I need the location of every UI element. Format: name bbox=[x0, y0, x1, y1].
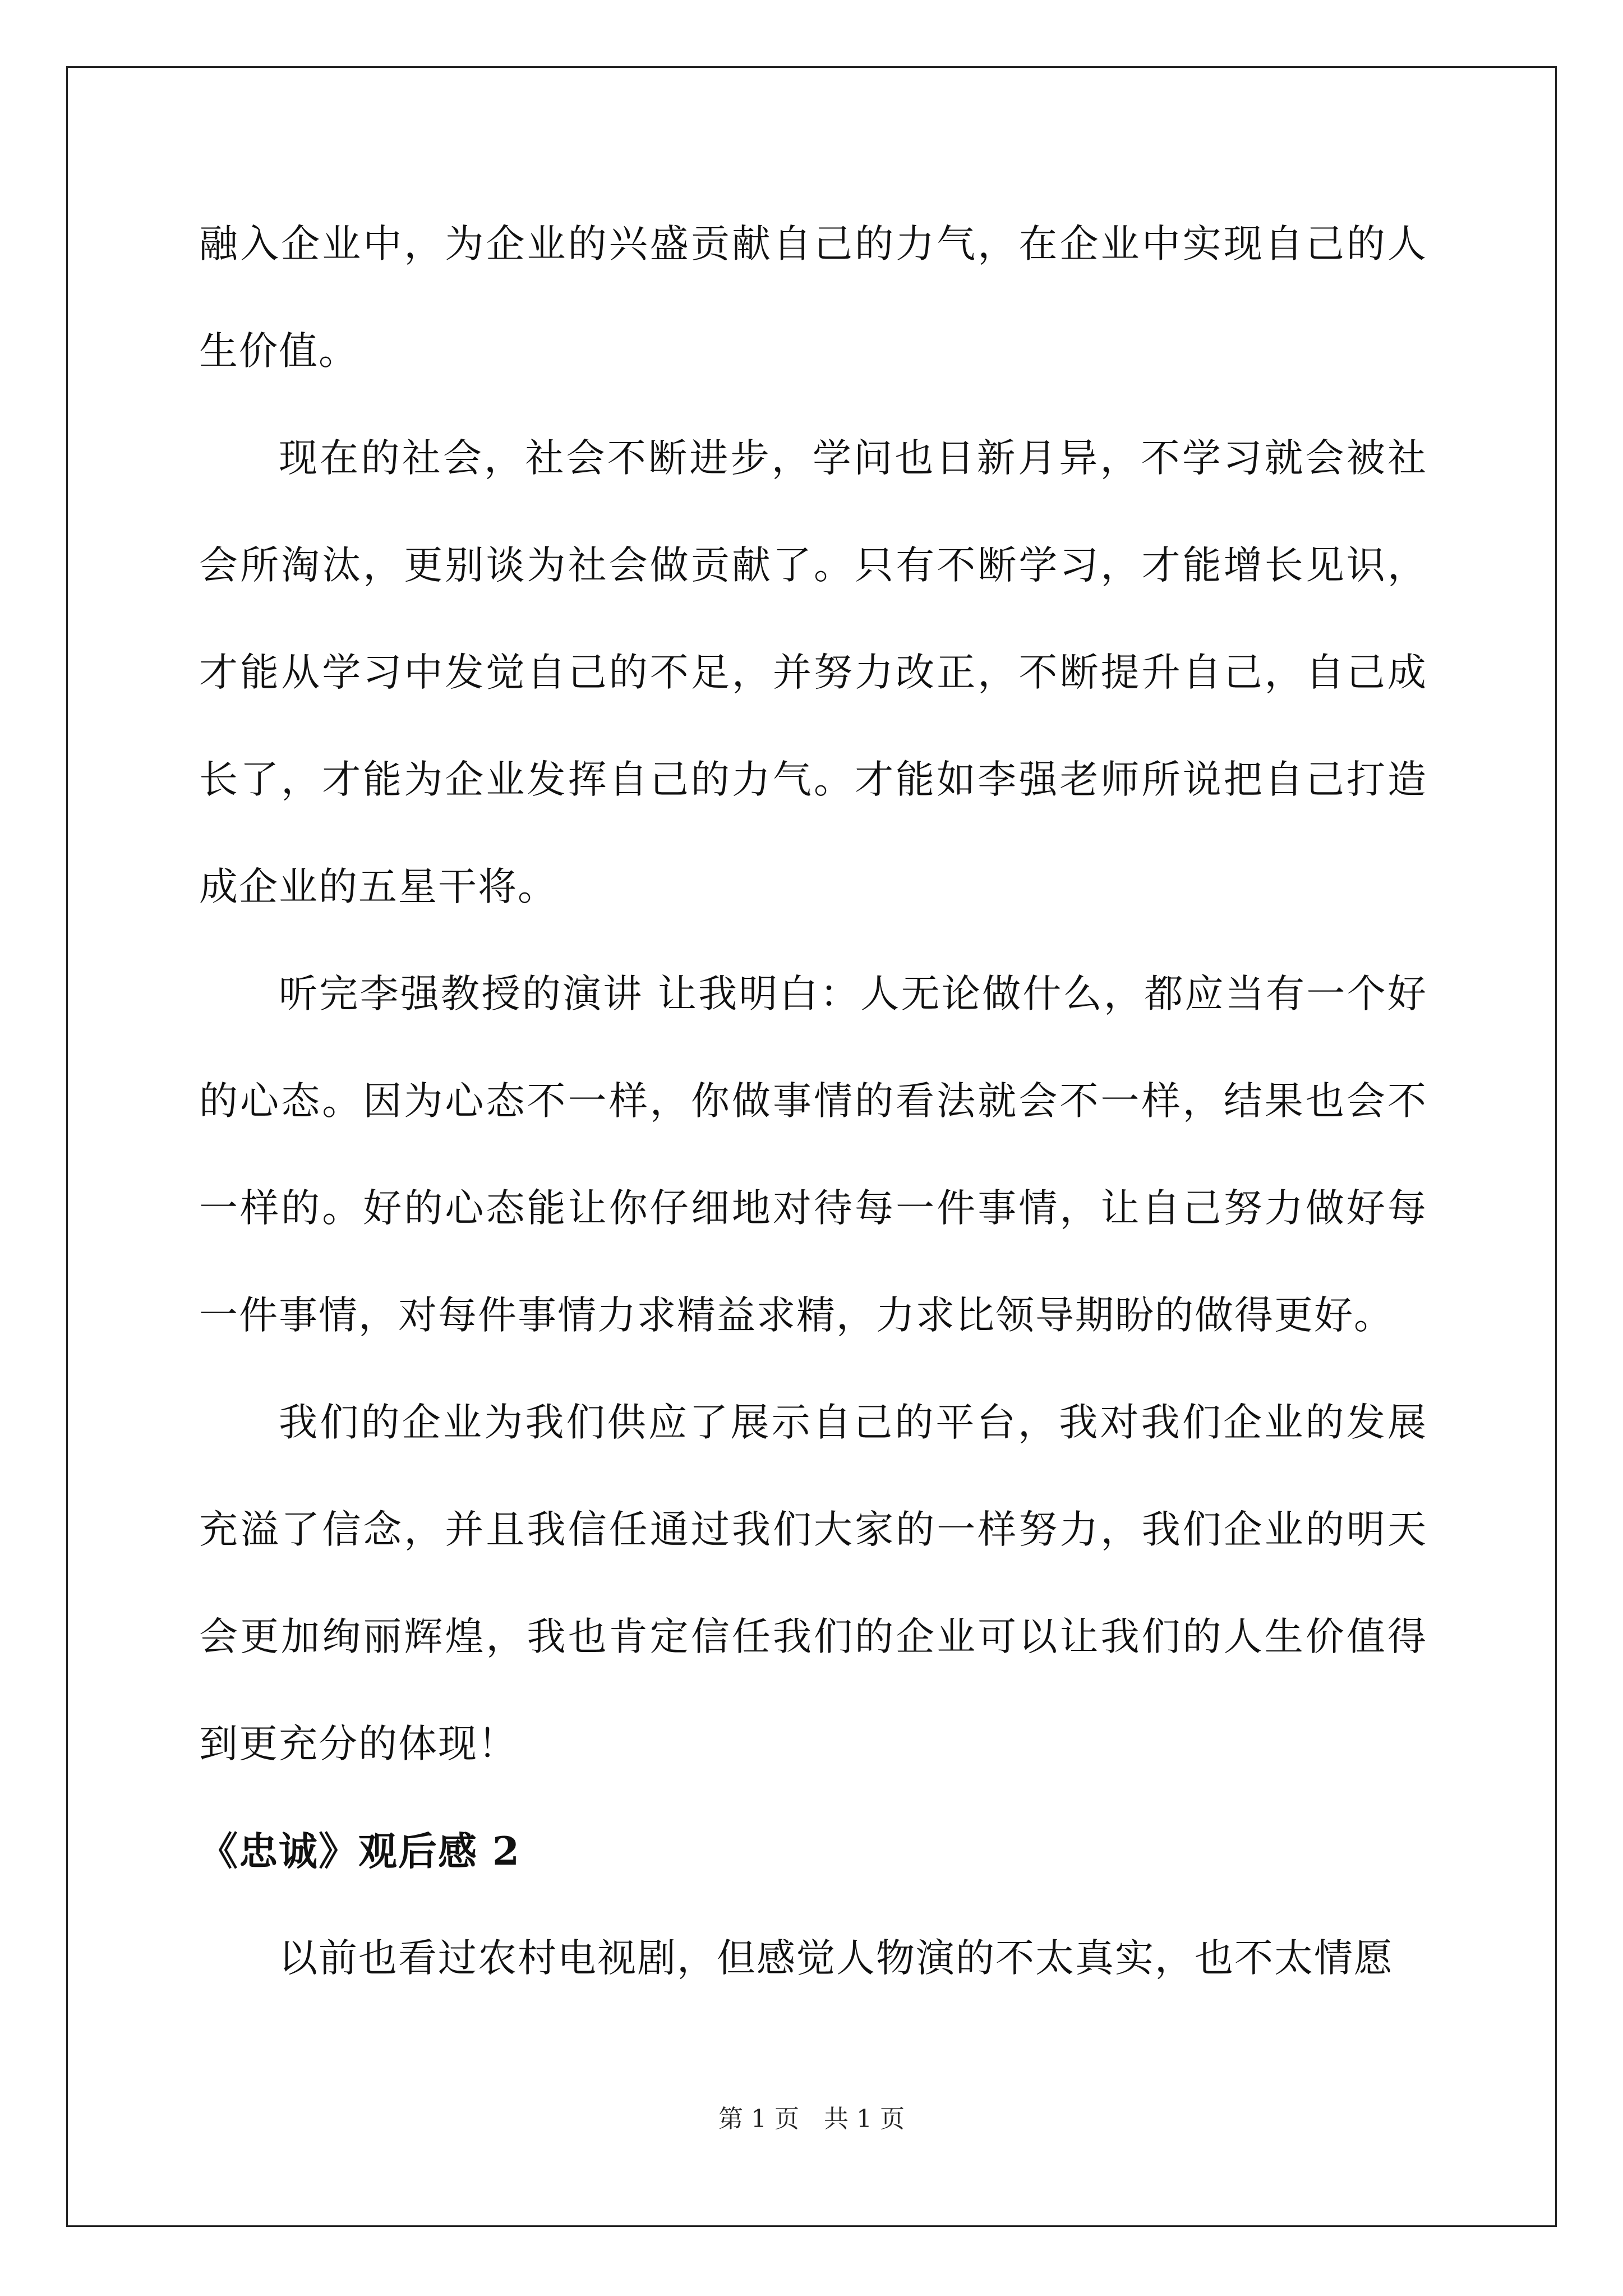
paragraph-3: 听完李强教授的演讲 让我明白：人无论做什么，都应当有一个好的心态。因为心态不一样，你做事情的看法就会不一样，结果也会不一样的。好的心态能让你仔细地对待每一件事情，让自己努力做好每一件事情，对每件事情力求精益求精，力求比领导期盼的做得更好。 bbox=[199, 972, 1427, 1338]
page-number-label: 第 1 页 共 1 页 bbox=[718, 2105, 905, 2133]
document-body bbox=[199, 191, 1427, 2012]
paragraph-4: 我们的企业为我们供应了展示自己的平台，我对我们企业的发展充溢了信念，并且我信任通过我们大家的一样努力，我们企业的明天会更加绚丽辉煌，我也肯定信任我们的企业可以让我们的人生价值得到更充分的体现！ bbox=[199, 1400, 1427, 1766]
paragraph-5: 以前也看过农村电视剧，但感觉人物演的不太真实，也不太情愿 bbox=[279, 1936, 1394, 1981]
paragraph-2: 现在的社会，社会不断进步，学问也日新月异，不学习就会被社会所淘汰，更别谈为社会做贡献了。只有不断学习，才能增长见识，才能从学习中发觉自己的不足，并努力改正，不断提升自己，自己成长了，才能为企业发挥自己的力气。才能如李强老师所说把自己打造成企业的五星干将。 bbox=[199, 436, 1427, 909]
paragraph-1: 融入企业中，为企业的兴盛贡献自己的力气，在企业中实现自己的人生价值。 bbox=[199, 222, 1427, 374]
section-heading: 《忠诚》观后感 2 bbox=[199, 1829, 521, 1874]
page-footer bbox=[0, 2102, 1623, 2136]
